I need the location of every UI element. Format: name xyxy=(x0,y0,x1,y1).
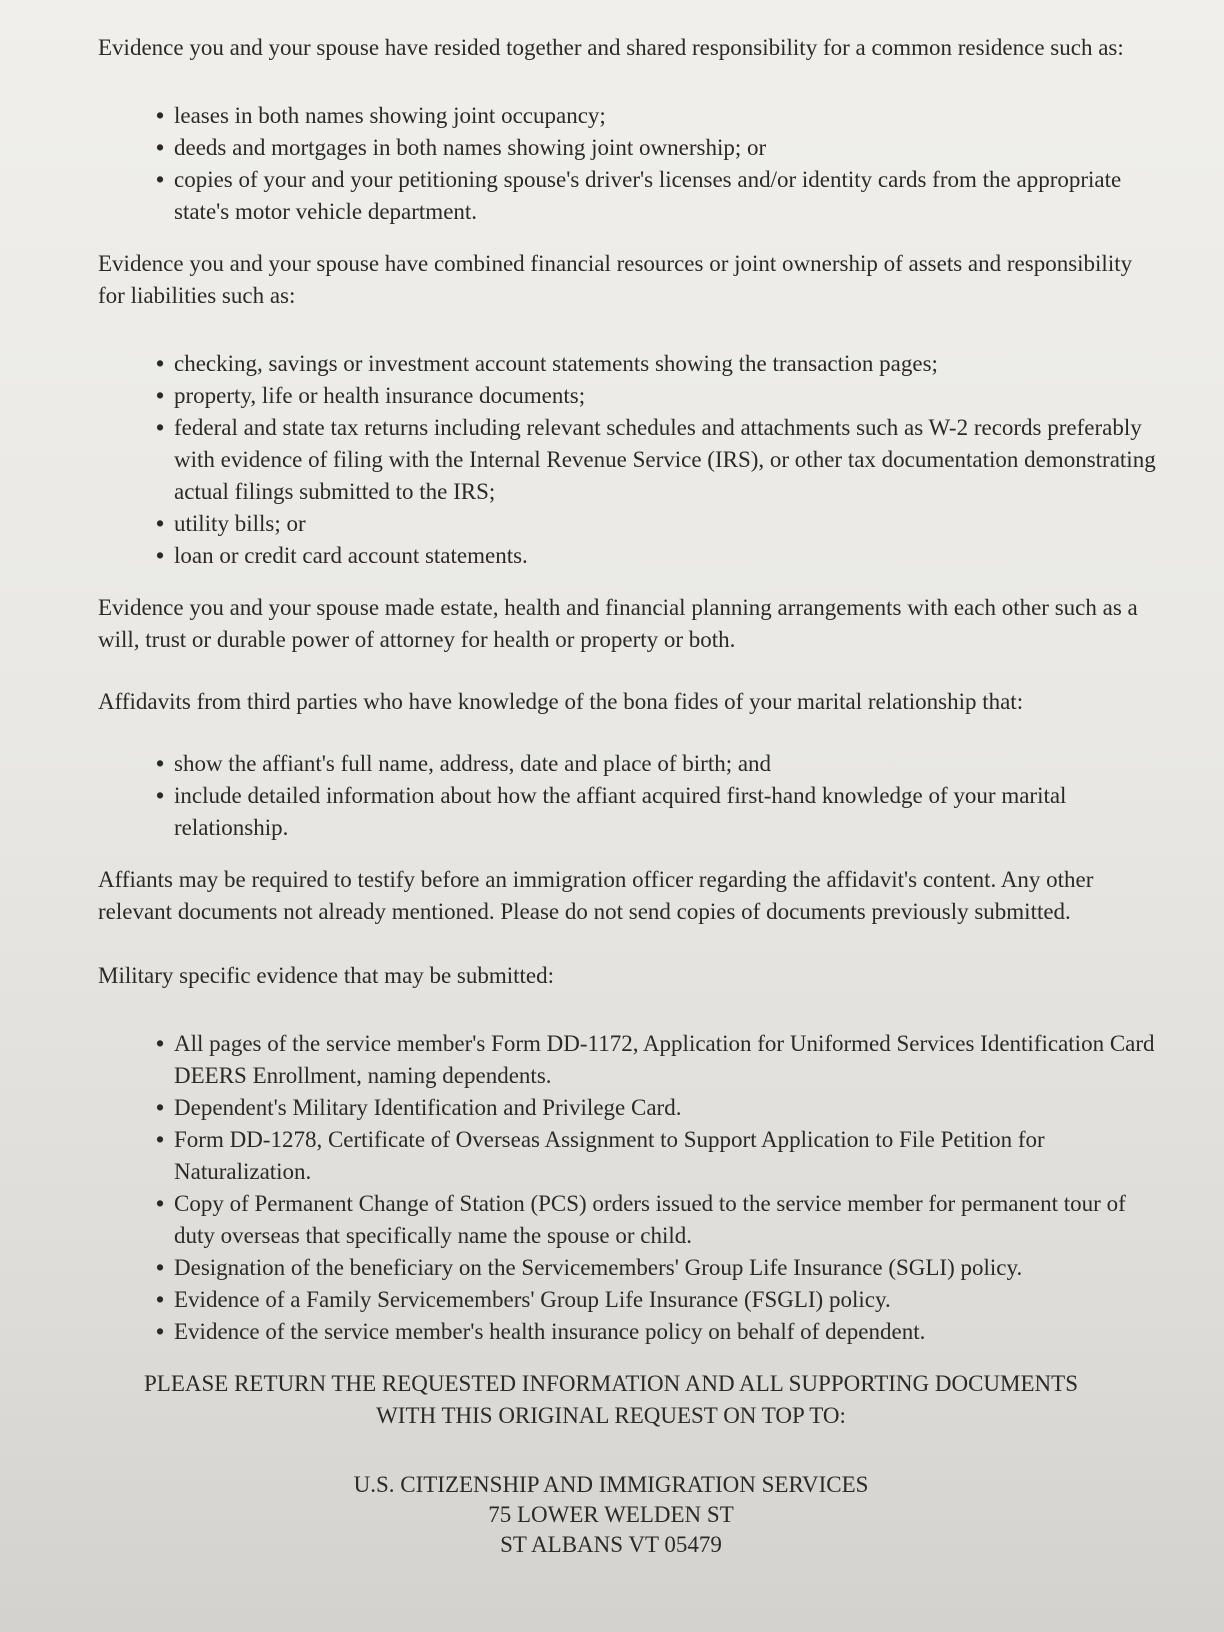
military-list xyxy=(98,1028,1164,1348)
military-intro: Military specific evidence that may be submitted: xyxy=(98,963,555,988)
list-item: • federal and state tax returns including relevant schedules and attachments such as W-2 records preferably with evidence of filing with the Internal Revenue Service (IRS), or other tax documentation demonstrating actual filings submitted to the IRS; xyxy=(156,412,1164,508)
financial-intro: Evidence you and your spouse have combined financial resources or joint ownership of assets and responsibility for liabilities such as: xyxy=(98,251,1133,308)
list-item: • Designation of the beneficiary on the Servicemembers' Group Life Insurance (SGLI) policy. xyxy=(156,1252,1164,1284)
return-instructions xyxy=(98,1368,1164,1432)
list-item: • show the affiant's full name, address, date and place of birth; and xyxy=(156,748,1164,780)
affiants-note: Affiants may be required to testify before an immigration officer regarding the affidavit's content. Any other relevant documents not already mentioned. Please do not send copies of documents previously submitted. xyxy=(98,867,1094,924)
mailing-address xyxy=(98,1470,1164,1560)
affidavits-intro: Affidavits from third parties who have knowledge of the bona fides of your marital relationship that: xyxy=(98,689,1024,714)
list-item: • property, life or health insurance documents; xyxy=(156,380,1164,412)
residence-intro: Evidence you and your spouse have resided together and shared responsibility for a common residence such as: xyxy=(98,35,1124,60)
list-item: • leases in both names showing joint occupancy; xyxy=(156,100,1164,132)
list-item: • loan or credit card account statements. xyxy=(156,540,1164,572)
list-item: • copies of your and your petitioning spouse's driver's licenses and/or identity cards from the appropriate state's motor vehicle department. xyxy=(156,164,1164,228)
return-line-2: WITH THIS ORIGINAL REQUEST ON TOP TO: xyxy=(376,1403,846,1428)
list-item: • All pages of the service member's Form DD-1172, Application for Uniformed Services Identification Card DEERS Enrollment, naming dependents. xyxy=(156,1028,1164,1092)
address-city-state-zip: ST ALBANS VT 05479 xyxy=(500,1532,722,1557)
residence-list xyxy=(98,100,1164,228)
address-agency: U.S. CITIZENSHIP AND IMMIGRATION SERVICES xyxy=(353,1472,869,1497)
address-street: 75 LOWER WELDEN ST xyxy=(488,1502,734,1527)
list-item: • Evidence of the service member's health insurance policy on behalf of dependent. xyxy=(156,1316,1164,1348)
return-line-1: PLEASE RETURN THE REQUESTED INFORMATION AND ALL SUPPORTING DOCUMENTS xyxy=(144,1371,1078,1396)
list-item: • Dependent's Military Identification and Privilege Card. xyxy=(156,1092,1164,1124)
list-item: • include detailed information about how the affiant acquired first-hand knowledge of your marital relationship. xyxy=(156,780,1164,844)
list-item: • utility bills; or xyxy=(156,508,1164,540)
list-item: • deeds and mortgages in both names showing joint ownership; or xyxy=(156,132,1164,164)
list-item: • Form DD-1278, Certificate of Overseas Assignment to Support Application to File Petition for Naturalization. xyxy=(156,1124,1164,1188)
list-item: • Evidence of a Family Servicemembers' Group Life Insurance (FSGLI) policy. xyxy=(156,1284,1164,1316)
list-item: • Copy of Permanent Change of Station (PCS) orders issued to the service member for permanent tour of duty overseas that specifically name the spouse or child. xyxy=(156,1188,1164,1252)
financial-list xyxy=(98,348,1164,572)
planning-paragraph: Evidence you and your spouse made estate, health and financial planning arrangements with each other such as a will, trust or durable power of attorney for health or property or both. xyxy=(98,595,1138,652)
list-item: • checking, savings or investment account statements showing the transaction pages; xyxy=(156,348,1164,380)
affidavits-list xyxy=(98,748,1164,844)
